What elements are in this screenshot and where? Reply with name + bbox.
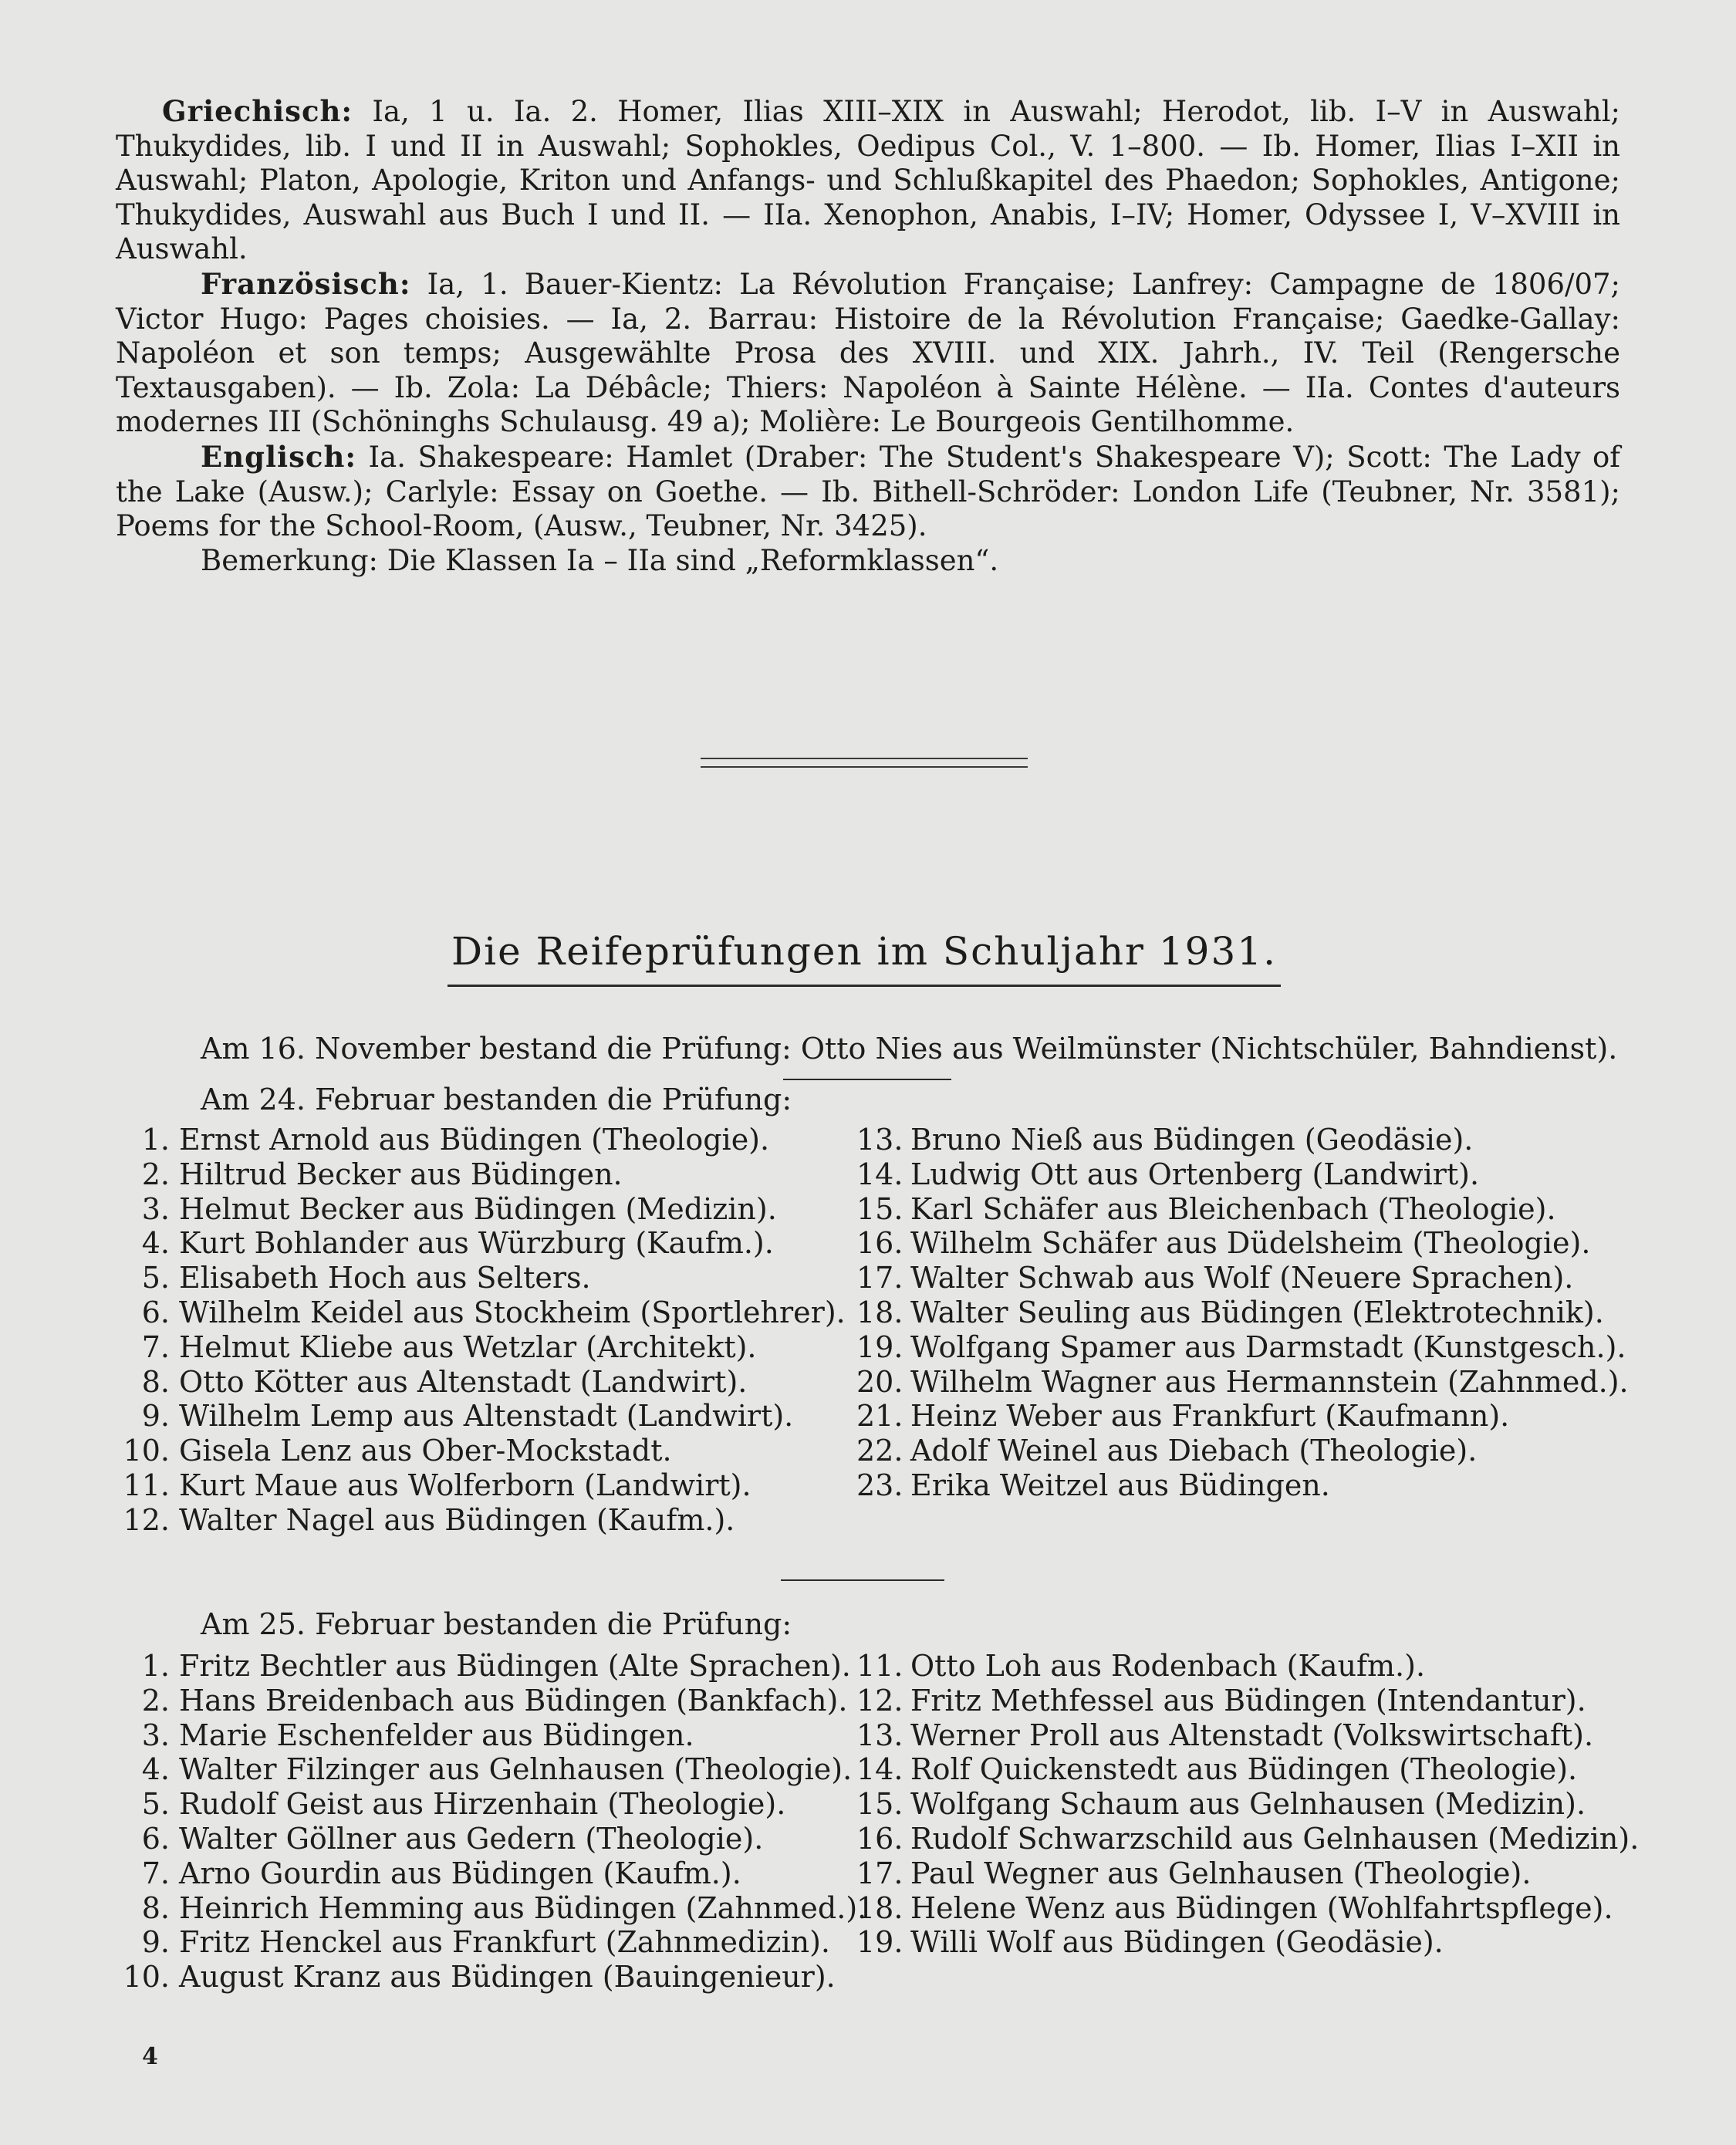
list-item-number: 5. (141, 1261, 170, 1295)
list-item-text: Bruno Nieß aus Büdingen (Geodäsie). (910, 1123, 1474, 1157)
list-item (108, 1399, 846, 1434)
list-item-text: Rudolf Geist aus Hirzenhain (Theologie). (179, 1787, 786, 1822)
list-item-text: Gisela Lenz aus Ober-Mockstadt. (179, 1434, 672, 1468)
list-item-text: Walter Nagel aus Büdingen (Kaufm.). (179, 1502, 735, 1537)
list-item-text: Hiltrud Becker aus Büdingen. (179, 1157, 623, 1191)
list-item-text: Helene Wenz aus Büdingen (Wohlfahrtspflege). (910, 1890, 1613, 1925)
list-item-number: 19. (856, 1925, 903, 1960)
list-item (108, 1787, 866, 1822)
list-item (856, 1226, 1629, 1261)
list-item-text: Karl Schäfer aus Bleichenbach (Theologie). (910, 1191, 1556, 1226)
list-item-number: 8. (141, 1890, 170, 1925)
list-item-text: Rolf Quickenstedt aus Büdingen (Theologie). (910, 1752, 1578, 1787)
list-item-number: 6. (141, 1821, 170, 1856)
list-item-number: 17. (856, 1856, 903, 1890)
list-item-number: 1. (141, 1649, 170, 1683)
list-item (856, 1684, 1639, 1718)
list-item (856, 1295, 1629, 1330)
list-item (856, 1365, 1629, 1400)
section-heading: Die Reifeprüfungen im Schuljahr 1931. (451, 929, 1277, 974)
list-item-text: Otto Loh aus Rodenbach (Kaufm.). (910, 1649, 1426, 1683)
english-label: Englisch: (201, 439, 357, 474)
list-item-number: 13. (856, 1123, 903, 1157)
feb25-left-list (108, 1649, 866, 1995)
list-item-text: Wilhelm Wagner aus Hermannstein (Zahnmed.). (910, 1364, 1629, 1399)
list-item (108, 1330, 846, 1365)
list-item (856, 1123, 1629, 1157)
feb25-intro: Am 25. Februar bestanden die Prüfung: (201, 1607, 792, 1641)
list-item-number: 5. (141, 1787, 170, 1822)
list-item-number: 11. (123, 1468, 170, 1502)
list-item (108, 1261, 846, 1295)
list-item (856, 1649, 1639, 1684)
list-item-number: 7. (141, 1329, 170, 1364)
list-item (856, 1261, 1629, 1295)
list-item (108, 1684, 866, 1718)
list-item (108, 1925, 866, 1960)
list-item-text: Adolf Weinel aus Diebach (Theologie). (910, 1434, 1478, 1468)
list-item-number: 12. (856, 1683, 903, 1718)
greek-label: Griechisch: (162, 94, 353, 128)
page-number: 4 (142, 2043, 158, 2070)
list-item-number: 6. (141, 1295, 170, 1329)
feb24-intro: Am 24. Februar bestanden die Prüfung: (201, 1083, 792, 1116)
list-item-text: August Kranz aus Büdingen (Bauingenieur). (179, 1960, 836, 1995)
list-item (108, 1192, 846, 1227)
list-item-text: Helmut Kliebe aus Wetzlar (Architekt). (179, 1329, 757, 1364)
list-item-number: 14. (856, 1157, 903, 1191)
list-item-number: 11. (856, 1649, 903, 1683)
curriculum-section (116, 94, 1620, 578)
greek-text: Ia, 1 u. Ia. 2. Homer, Ilias XIII–XIX in Auswahl; Herodot, lib. I–V in Auswahl; Thukydides, lib. I und II in Auswahl; Sophokles, Oedipus Col., V. 1–800. — Ib. Homer, Ilias I–XII in Auswahl; Platon, Apologie, Kriton und Anfangs- und Schlußkapitel des Phaedon; Sophokles, Antigone; Thukydides, Auswahl aus Buch I und II. — IIa. Xenophon, Anabis, I–IV; Homer, Odyssee I, V–XVIII in Auswahl. (116, 95, 1621, 266)
list-item (856, 1157, 1629, 1192)
list-item (108, 1960, 866, 1995)
list-item-number: 4. (141, 1752, 170, 1787)
list-item (856, 1787, 1639, 1822)
list-item-text: Otto Kötter aus Altenstadt (Landwirt). (179, 1364, 748, 1399)
list-item-text: Marie Eschenfelder aus Büdingen. (179, 1718, 694, 1752)
list-item-text: Rudolf Schwarzschild aus Gelnhausen (Medizin). (910, 1821, 1640, 1856)
list-item-number: 23. (856, 1468, 903, 1502)
list-item (856, 1718, 1639, 1753)
list-item (108, 1891, 866, 1926)
list-item-text: Helmut Becker aus Büdingen (Medizin). (179, 1191, 777, 1226)
list-item-number: 19. (856, 1329, 903, 1364)
list-item (856, 1856, 1639, 1891)
list-item-text: Heinz Weber aus Frankfurt (Kaufmann). (910, 1399, 1510, 1434)
list-item-text: Werner Proll aus Altenstadt (Volkswirtschaft). (910, 1718, 1594, 1752)
list-item-number: 18. (856, 1890, 903, 1925)
list-item-number: 2. (141, 1683, 170, 1718)
english-text: Ia. Shakespeare: Hamlet (Draber: The Student's Shakespeare V); Scott: The Lady of the Lake (Ausw.); Carlyle: Essay on Goethe. — Ib. Bithell-Schröder: London Life (Teubner, Nr. 3581); Poems for the School-Room, (Ausw., Teubner, Nr. 3425). (116, 440, 1620, 543)
list-item-text: Walter Schwab aus Wolf (Neuere Sprachen). (910, 1261, 1574, 1295)
list-item (108, 1226, 846, 1261)
list-item (108, 1123, 846, 1157)
list-item (108, 1649, 866, 1684)
list-item (108, 1157, 846, 1192)
list-item-text: Fritz Methfessel aus Büdingen (Intendantur). (910, 1683, 1586, 1718)
section-divider (701, 758, 1028, 768)
list-item-text: Fritz Henckel aus Frankfurt (Zahnmedizin). (179, 1925, 831, 1960)
list-item (108, 1434, 846, 1468)
list-item-text: Paul Wegner aus Gelnhausen (Theologie). (910, 1856, 1532, 1890)
list-item-text: Willi Wolf aus Büdingen (Geodäsie). (910, 1925, 1444, 1960)
list-item (108, 1856, 866, 1891)
list-item-text: Walter Filzinger aus Gelnhausen (Theologie). (179, 1752, 853, 1787)
list-item (108, 1822, 866, 1856)
english-paragraph (116, 440, 1620, 544)
list-item-text: Wilhelm Keidel aus Stockheim (Sportlehrer). (179, 1295, 846, 1329)
list-item-text: Ernst Arnold aus Büdingen (Theologie). (179, 1123, 770, 1157)
list-item-number: 15. (856, 1191, 903, 1226)
list-item-text: Wolfgang Schaum aus Gelnhausen (Medizin). (910, 1787, 1586, 1822)
list-item-number: 12. (123, 1502, 170, 1537)
list-item (108, 1468, 846, 1503)
list-item (856, 1752, 1639, 1787)
list-item-number: 2. (141, 1157, 170, 1191)
november-exam-line: Am 16. November bestand die Prüfung: Otto Nies aus Weilmünster (Nichtschüler, Bahndienst). (201, 1032, 1618, 1066)
list-item (856, 1399, 1629, 1434)
list-item-text: Kurt Bohlander aus Würzburg (Kaufm.). (179, 1226, 774, 1261)
list-item-number: 15. (856, 1787, 903, 1822)
list-item (108, 1365, 846, 1400)
list-item-text: Walter Göllner aus Gedern (Theologie). (179, 1821, 764, 1856)
list-item (108, 1503, 846, 1538)
list-item-text: Elisabeth Hoch aus Selters. (179, 1261, 591, 1295)
list-item (108, 1752, 866, 1787)
list-item-number: 1. (141, 1123, 170, 1157)
list-item-text: Erika Weitzel aus Büdingen. (910, 1468, 1330, 1502)
feb24-left-list (108, 1123, 846, 1538)
list-item-text: Kurt Maue aus Wolferborn (Landwirt). (179, 1468, 751, 1502)
list-item (856, 1925, 1639, 1960)
list-item (856, 1468, 1629, 1503)
list-item (856, 1434, 1629, 1468)
list-item-text: Wilhelm Lemp aus Altenstadt (Landwirt). (179, 1399, 794, 1434)
list-item (856, 1330, 1629, 1365)
november-rule (783, 1079, 951, 1080)
list-item-number: 3. (141, 1191, 170, 1226)
list-item-number: 16. (856, 1821, 903, 1856)
list-item-number: 18. (856, 1295, 903, 1329)
list-item-text: Heinrich Hemming aus Büdingen (Zahnmed.). (179, 1890, 867, 1925)
list-item (856, 1891, 1639, 1926)
list-item-number: 17. (856, 1261, 903, 1295)
feb24-end-rule (781, 1579, 944, 1581)
list-item (856, 1192, 1629, 1227)
list-item-number: 9. (141, 1399, 170, 1434)
french-paragraph (116, 267, 1620, 440)
feb24-right-list (856, 1123, 1629, 1503)
list-item (108, 1718, 866, 1753)
list-item-text: Wilhelm Schäfer aus Düdelsheim (Theologie). (910, 1226, 1591, 1261)
list-item-text: Arno Gourdin aus Büdingen (Kaufm.). (179, 1856, 741, 1890)
greek-paragraph (116, 94, 1620, 267)
list-item (108, 1295, 846, 1330)
list-item-text: Wolfgang Spamer aus Darmstadt (Kunstgesch.). (910, 1329, 1626, 1364)
heading-underline (448, 985, 1281, 987)
list-item-number: 7. (141, 1856, 170, 1890)
list-item (856, 1822, 1639, 1856)
note-paragraph: Bemerkung: Die Klassen Ia – IIa sind „Reformklassen“. (201, 543, 999, 577)
list-item-number: 21. (856, 1399, 903, 1434)
french-text: Ia, 1. Bauer-Kientz: La Révolution Française; Lanfrey: Campagne de 1806/07; Victor Hugo: Pages choisies. — Ia, 2. Barrau: Histoire de la Révolution Française; Gaedke-Gallay: Napoléon et son temps; Ausgewählte Prosa des XVIII. und XIX. Jahrh., IV. Teil (Rengersche Textausgaben). — Ib. Zola: La Débâcle; Thiers: Napoléon à Sainte Hélène. — IIa. Contes d'auteurs modernes III (Schöninghs Schulausg. 49 a); Molière: Le Bourgeois Gentilhomme. (116, 267, 1620, 439)
list-item-number: 16. (856, 1226, 903, 1261)
list-item-number: 10. (123, 1960, 170, 1995)
list-item-number: 8. (141, 1364, 170, 1399)
list-item-text: Hans Breidenbach aus Büdingen (Bankfach). (179, 1683, 848, 1718)
feb25-right-list (856, 1649, 1639, 1960)
list-item-number: 3. (141, 1718, 170, 1752)
list-item-number: 14. (856, 1752, 903, 1787)
list-item-number: 22. (856, 1434, 903, 1468)
list-item-number: 10. (123, 1434, 170, 1468)
list-item-text: Walter Seuling aus Büdingen (Elektrotechnik). (910, 1295, 1604, 1329)
list-item-text: Ludwig Ott aus Ortenberg (Landwirt). (910, 1157, 1480, 1191)
list-item-number: 4. (141, 1226, 170, 1261)
list-item-number: 13. (856, 1718, 903, 1752)
list-item-text: Fritz Bechtler aus Büdingen (Alte Sprachen). (179, 1649, 851, 1683)
french-label: Französisch: (201, 266, 411, 301)
list-item-number: 20. (856, 1364, 903, 1399)
list-item-number: 9. (141, 1925, 170, 1960)
